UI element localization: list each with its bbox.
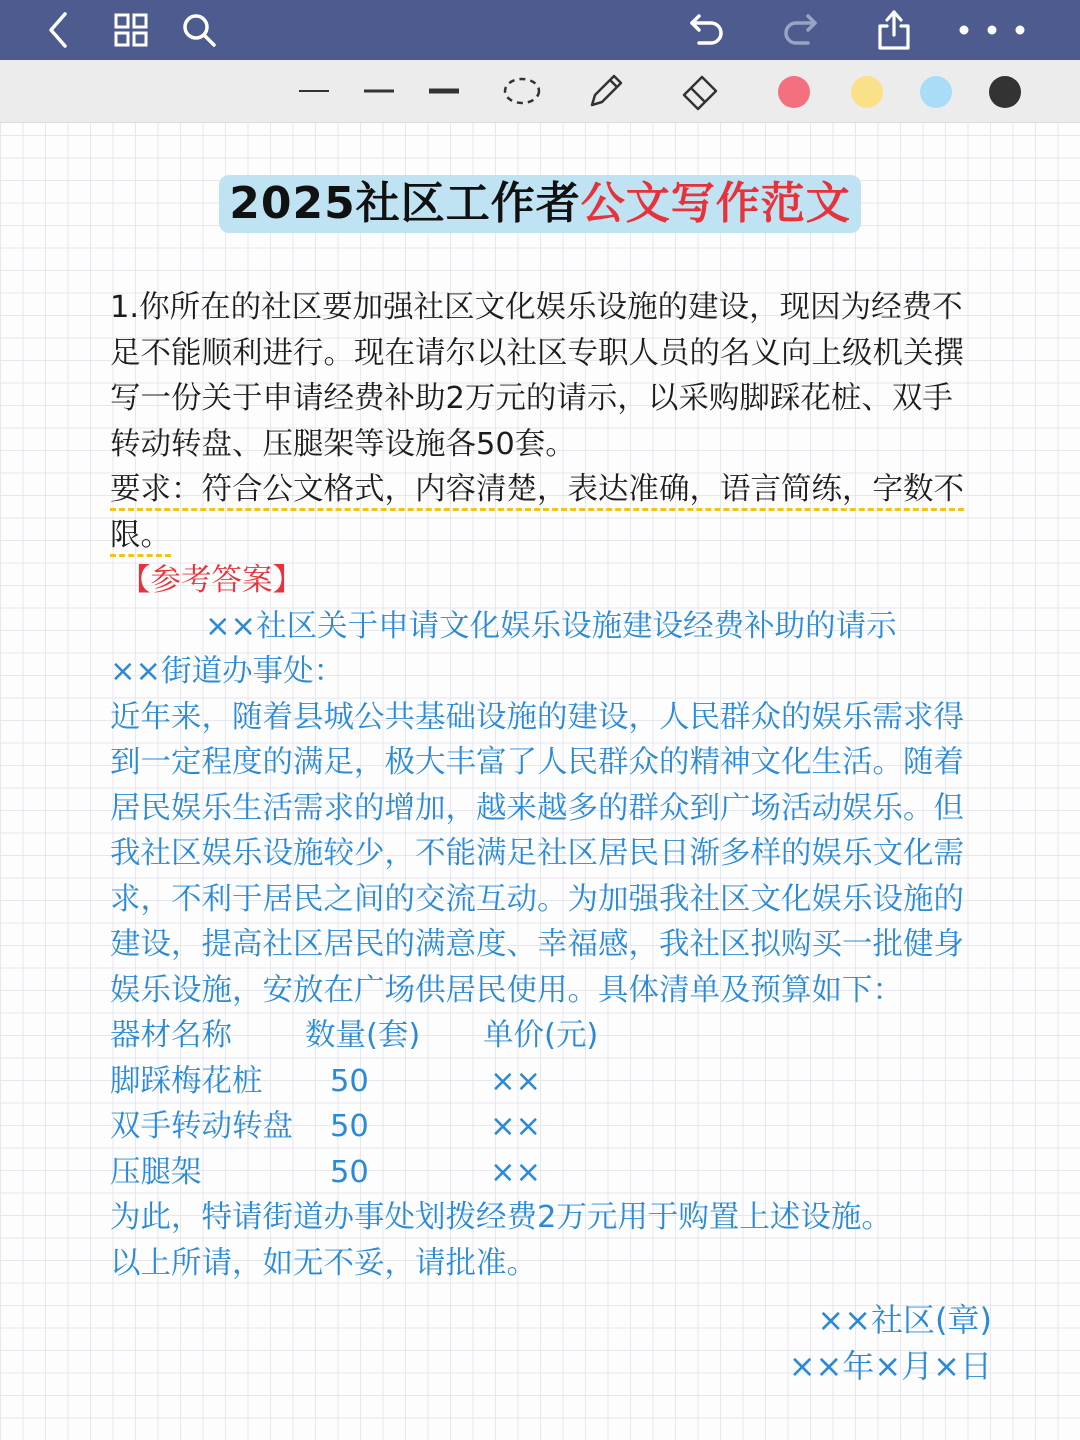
back-icon[interactable]: [36, 8, 80, 52]
table-header-cell: 器材名称: [110, 1018, 232, 1053]
requirement-line: 限。: [110, 517, 171, 553]
color-swatch-black[interactable]: [989, 76, 1021, 108]
table-cell: 双手转动转盘: [110, 1109, 293, 1144]
body-line: 娱乐设施，安放在广场供居民使用。具体清单及预算如下：: [110, 972, 903, 1008]
letter-title: ××社区关于申请文化娱乐设施建设经费补助的请示: [205, 608, 897, 644]
share-icon[interactable]: [872, 8, 916, 52]
body-line: 求，不利于居民之间的交流互动。为加强我社区文化娱乐设施的: [110, 881, 964, 917]
title-red-part: 公文写作范文: [580, 178, 851, 229]
requirement-line: 要求：符合公文格式，内容清楚，表达准确，语言简练，字数不: [110, 472, 964, 507]
body-line: 我社区娱乐设施较少，不能满足社区居民日渐多样的娱乐文化需: [110, 836, 964, 871]
table-cell: 50: [330, 1063, 369, 1099]
table-row: [110, 1059, 1020, 1105]
top-nav-bar: [0, 0, 1080, 60]
pencil-icon[interactable]: [586, 71, 626, 111]
answer-label: 【参考答案】: [120, 563, 303, 598]
closing-line: 以上所请，如无不妥，请批准。: [110, 1245, 537, 1281]
eraser-icon[interactable]: [680, 71, 720, 111]
table-row: [110, 1150, 1020, 1196]
table-cell: 脚踩梅花桩: [110, 1063, 263, 1099]
signature-block: [789, 1298, 992, 1389]
question-line: 1.你所在的社区要加强社区文化娱乐设施的建设，现因为经费不: [110, 290, 963, 325]
table-cell: ××: [490, 1109, 542, 1144]
medium-line-icon[interactable]: [359, 71, 399, 111]
table-cell: ××: [490, 1154, 542, 1190]
title-badge: [219, 175, 860, 233]
recipient-line: ××街道办事处：: [110, 654, 345, 689]
more-icon[interactable]: [950, 8, 1030, 52]
table-header-cell: 单价(元): [483, 1018, 599, 1053]
search-icon[interactable]: [177, 8, 221, 52]
table-header: [110, 1013, 1020, 1059]
date-line: ××年×月×日: [788, 1346, 992, 1385]
signature-line: ××社区(章): [817, 1301, 992, 1339]
body-line: 近年来，随着县城公共基础设施的建设，人民群众的娱乐需求得: [110, 699, 964, 735]
body-line: 居民娱乐生活需求的增加，越来越多的群众到广场活动娱乐。但: [110, 790, 964, 826]
color-swatch-blue[interactable]: [920, 76, 952, 108]
document-title: [0, 175, 1080, 233]
undo-icon[interactable]: [685, 8, 729, 52]
color-swatch-yellow[interactable]: [851, 76, 883, 108]
body-line: 到一定程度的满足，极大丰富了人民群众的精神文化生活。随着: [110, 745, 964, 780]
question-line: 足不能顺利进行。现在请尔以社区专职人员的名义向上级机关撰: [110, 335, 964, 371]
body-line: 建设，提高社区居民的满意度、幸福感，我社区拟购买一批健身: [110, 927, 964, 962]
table-cell: 50: [330, 1109, 369, 1144]
thick-line-icon[interactable]: [424, 71, 464, 111]
document-body: [110, 285, 1020, 1286]
drawing-toolbar: [0, 60, 1080, 123]
title-black-part: 2025社区工作者: [229, 178, 581, 229]
question-line: 转动转盘、压腿架等设施各50套。: [110, 426, 576, 462]
grid-icon[interactable]: [109, 8, 153, 52]
color-swatch-pink[interactable]: [778, 76, 810, 108]
table-cell: ××: [490, 1063, 542, 1099]
closing-line: 为此，特请街道办事处划拨经费2万元用于购置上述设施。: [110, 1200, 892, 1235]
thin-line-icon[interactable]: [294, 71, 334, 111]
redo-icon[interactable]: [778, 8, 822, 52]
table-header-cell: 数量(套): [305, 1018, 421, 1053]
question-line: 写一份关于申请经费补助2万元的请示，以采购脚踩花桩、双手: [110, 381, 953, 416]
table-cell: 压腿架: [110, 1154, 202, 1190]
table-row: [110, 1104, 1020, 1150]
table-cell: 50: [330, 1154, 369, 1190]
lasso-icon[interactable]: [502, 71, 542, 111]
